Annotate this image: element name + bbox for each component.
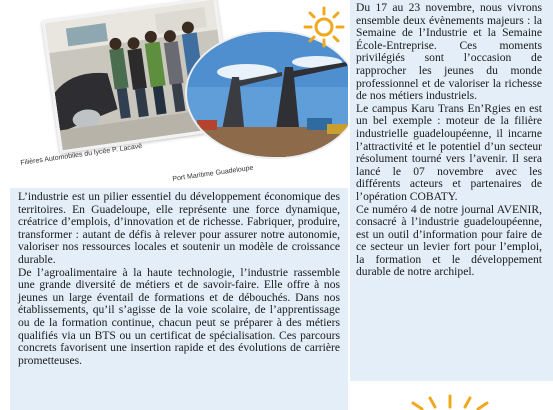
photo-collage [0, 0, 348, 185]
port-photo [185, 30, 348, 159]
right-paragraph-2: Le campus Karu Trans En’Rgies en est un bel exemple : moteur de la filière industrielle guadeloupéenne, il incarne l’attractivité et le potentiel d’un secteur résolument tourné vers l’avenir. Il sera lancé le 07 novembre avec les différents acteurs et partenaires de l’opération COBATY. [356, 101, 542, 203]
photo-caption-port: Port Maritime Guadeloupe [172, 164, 254, 183]
right-article-text [356, 2, 542, 279]
photo-caption-automotive: Filières Automobiles du lycée P. Lacavé [20, 142, 143, 167]
right-paragraph-3: Ce numéro 4 de notre journal AVENIR, consacré à l’industrie guadeloupéenne, est un outil d’information pour faire de ce secteur un levier fort pour l’emploi, la formation et le développement durable de notre archipel. [356, 202, 542, 279]
left-paragraph-2: De l’agroalimentaire à la haute technologie, l’industrie rassemble une grande diversité de métiers et de savoir-faire. Elle offre à nos jeunes un large éventail de formations et de débouchés. Dans nos établissements, qu’il s’agisse de la voie scolaire, de l’apprentissage ou de la formation continue, chacun peut se préparer à des métiers qualifiés via un BTS ou un certificat de spécialisation. Ces parcours concrets favorisent une insertion rapide et des évolutions de carrière prometteuses. [18, 265, 340, 367]
left-paragraph-1: L’industrie est un pilier essentiel du développement économique des territoires. En Guadeloupe, elle représente une force dynamique, créatrice d’emplois, d’innovation et de richesse. Fabriquer, produire, transformer : autant de défis à relever pour assurer notre autonomie, valoriser nos ressources locales et soutenir un modèle de croissance durable. [18, 190, 340, 266]
sunburst-decoration-icon [375, 381, 525, 410]
left-article-text [18, 191, 340, 367]
right-paragraph-1: Du 17 au 23 novembre, nous vivrons ensemble deux évènements majeurs : la Semaine de l’Industrie et la Semaine École-Entreprise. Ces moments privilégiés sont l’occasion de rapprocher les jeunes du monde professionnel et de valoriser la richesse de nos métiers industriels. [356, 1, 542, 103]
sun-icon [302, 5, 346, 49]
